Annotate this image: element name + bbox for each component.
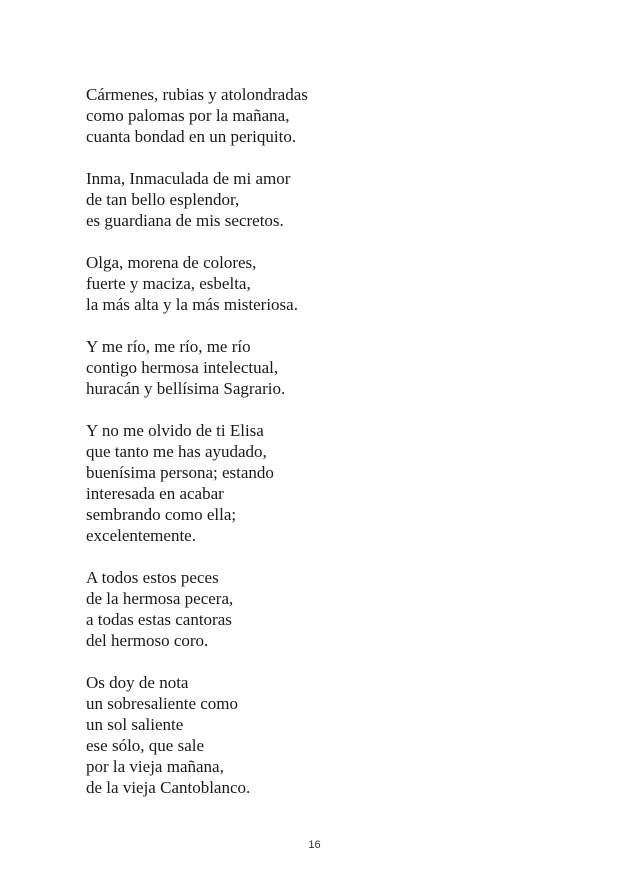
poem-line: contigo hermosa intelectual,	[86, 358, 279, 377]
poem-line: Y me río, me río, me río	[86, 337, 251, 356]
poem-line: un sol saliente	[86, 715, 184, 734]
poem-line: interesada en acabar	[86, 484, 224, 503]
stanza	[86, 567, 606, 651]
poem-line: de la vieja Cantoblanco.	[86, 778, 251, 797]
poem-line: por la vieja mañana,	[86, 757, 224, 776]
stanza	[86, 672, 606, 798]
stanza	[86, 84, 606, 147]
poem-line: como palomas por la mañana,	[86, 106, 290, 125]
poem-line: Cármenes, rubias y atolondradas	[86, 85, 308, 104]
poem-line: del hermoso coro.	[86, 631, 209, 650]
poem-line: A todos estos peces	[86, 568, 219, 587]
poem-line: de tan bello esplendor,	[86, 190, 240, 209]
poem-line: la más alta y la más misteriosa.	[86, 295, 298, 314]
poem-line: a todas estas cantoras	[86, 610, 232, 629]
poem-line: es guardiana de mis secretos.	[86, 211, 284, 230]
poem-line: un sobresaliente como	[86, 694, 239, 713]
poem-line: huracán y bellísima Sagrario.	[86, 379, 286, 398]
stanza	[86, 168, 606, 231]
poem-line: cuanta bondad en un periquito.	[86, 127, 297, 146]
poem-line: excelentemente.	[86, 526, 196, 545]
poem-line: Os doy de nota	[86, 673, 189, 692]
poem-line: buenísima persona; estando	[86, 463, 274, 482]
stanza	[86, 252, 606, 315]
poem-line: ese sólo, que sale	[86, 736, 205, 755]
poem-line: que tanto me has ayudado,	[86, 442, 267, 461]
poem-line: de la hermosa pecera,	[86, 589, 234, 608]
poem-line: Olga, morena de colores,	[86, 253, 257, 272]
poem-line: sembrando como ella;	[86, 505, 237, 524]
poem-body	[86, 84, 606, 798]
page-number: 16	[308, 839, 321, 851]
poem-line: Y no me olvido de ti Elisa	[86, 421, 264, 440]
poem-line: fuerte y maciza, esbelta,	[86, 274, 251, 293]
poem-line: Inma, Inmaculada de mi amor	[86, 169, 291, 188]
stanza	[86, 336, 606, 399]
stanza	[86, 420, 606, 546]
